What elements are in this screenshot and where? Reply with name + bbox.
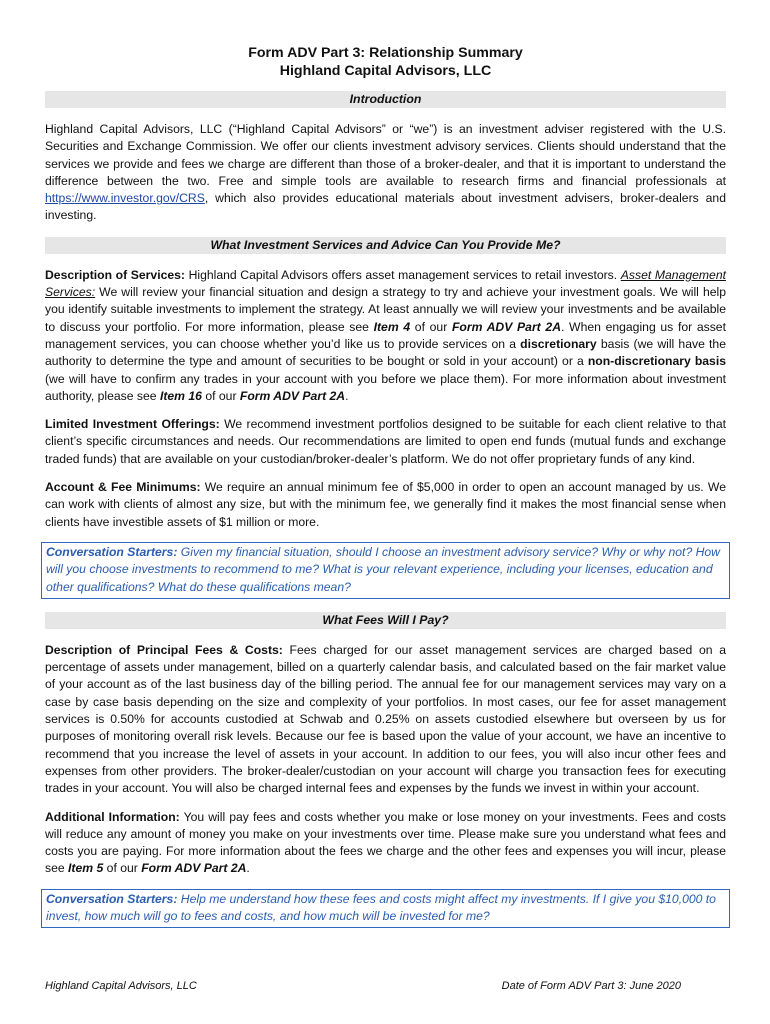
account-minimums-label: Account & Fee Minimums:: [45, 480, 201, 495]
item-5-reference: Item 5: [68, 861, 104, 876]
conversation-starters-label: Conversation Starters:: [46, 544, 178, 559]
section-heading-services: What Investment Services and Advice Can You Provide Me?: [45, 237, 726, 254]
item-4-reference: Item 4: [373, 319, 411, 334]
section-heading-fees: What Fees Will I Pay?: [45, 612, 726, 629]
principal-fees-text: Fees charged for our asset management services are charged based on a percentage of assets under management, billed on a quarterly calendar basis, and calculated based on the fair market value of your account as of the last business day of the billing period. The annual fee for our management services may vary on a case by case basis depending on the size and complexity of your portfolios. In most cases, our fee for asset management services is 0.50% for accounts custodied at Schwab and 0.25% on assets custodied elsewhere but overseen by us for purposes of monitoring overall risk levels. Because our fee is based upon the value of your account, we have an incentive to recommend that you increase the level of assets in your account. In addition to our fees, you will also incur other fees and expenses from other providers. The broker-dealer/custodian on your account will charge you transaction fees for executing trades in your account. You will also be charged internal fees and expenses by the funds we invest in within your account.: [45, 642, 726, 796]
investor-gov-link[interactable]: https://www.investor.gov/CRS: [45, 191, 205, 206]
account-minimums-text: We require an annual minimum fee of $5,000 in order to open an account managed by us. We can work with clients of almost any size, but with the minimum fee, we generally find it makes the most financial sense when clients have investible assets of $1 million or more.: [45, 480, 726, 529]
description-of-services-paragraph: [45, 267, 726, 405]
additional-information-label: Additional Information:: [45, 809, 180, 824]
description-of-services-label: Description of Services:: [45, 267, 185, 282]
form-adv-part-2a-reference: Form ADV Part 2A: [239, 388, 346, 403]
additional-information-text: You will pay fees and costs whether you make or lose money on your investments. Fees and costs will reduce any amount of money you make on your investments over time. Please make sure you understand what fees and costs you are paying. For more information about the fees we charge and the other fees and expenses you will incur, please see: [45, 809, 727, 876]
conversation-starters-text: Given my financial situation, should I choose an investment advisory service? Why or why not? How will you choose investments to recommend to me? What is your relevant experience, including your licenses, education and other qualifications? What do these qualifications mean?: [46, 544, 720, 594]
account-minimums-paragraph: [45, 479, 726, 531]
section-heading-introduction: Introduction: [45, 91, 726, 108]
services-text: We will review your financial situation and design a strategy to try and achieve your investment goals. We will help you identify suitable investments to implement the strategy. At least annually we will review your investments and be available to discuss your portfolio. For more information, please see: [45, 285, 726, 334]
footer-firm-name: Highland Capital Advisors, LLC: [45, 980, 197, 992]
form-adv-part-2a-reference: Form ADV Part 2A: [451, 319, 561, 334]
services-text: basis (we will have the authority to determine the type and amount of securities to be bought or sold in your account) or a: [45, 336, 726, 369]
principal-fees-label: Description of Principal Fees & Costs:: [45, 642, 283, 657]
form-adv-part-2a-reference: Form ADV Part 2A: [141, 861, 247, 876]
limited-offerings-paragraph: [45, 416, 726, 468]
asset-management-services-label: Asset Management Services:: [45, 267, 726, 300]
intro-text: Highland Capital Advisors, LLC (“Highland Capital Advisors” or “we”) is an investment adviser registered with the U.S. Securities and Exchange Commission. We offer our clients investment advisory services. Clients should understand that the services we provide and fees we charge are different than those of a broker-dealer, and that it is important to understand the difference between the two. Free and simple tools are available to research firms and financial professionals at: [45, 122, 726, 188]
conversation-starters-box-fees: [41, 889, 730, 929]
page-title: Form ADV Part 3: Relationship Summary: [248, 45, 523, 61]
principal-fees-paragraph: [45, 642, 726, 798]
services-text: (we will have to confirm any trades in your account with you before we place them). For more information about investment authority, please see: [45, 371, 726, 403]
limited-offerings-text: We recommend investment portfolios designed to be suitable for each client relative to that client’s specific circumstances and needs. Our recommendations are limited to open end funds (mutual funds and exchange traded funds) that are available on your custodian/broker-dealer’s platform. We do not offer proprietary funds of any kind.: [45, 417, 726, 466]
document-page: [45, 44, 726, 941]
item-16-reference: Item 16: [159, 388, 202, 403]
non-discretionary-term: non-discretionary basis: [587, 354, 726, 369]
limited-offerings-label: Limited Investment Offerings:: [45, 417, 220, 432]
additional-information-text: .: [246, 861, 250, 876]
services-text: of our: [201, 388, 240, 403]
conversation-starters-label: Conversation Starters:: [46, 891, 178, 906]
services-text: . When engaging us for asset management services, you can choose whether you’d like us to provide services on a: [45, 319, 726, 351]
services-text: of our: [410, 319, 452, 334]
conversation-starters-text: Help me understand how these fees and costs might affect my investments. If I give you $10,000 to invest, how much will go to fees and costs, and how much will be invested for me?: [46, 891, 716, 923]
additional-information-text: of our: [103, 861, 142, 876]
page-subtitle: Highland Capital Advisors, LLC: [279, 63, 492, 79]
services-text: .: [345, 388, 349, 403]
services-text: Highland Capital Advisors offers asset management services to retail investors.: [184, 267, 621, 282]
intro-text-end: , which also provides educational materials about investment advisers, broker-dealers and investing.: [45, 191, 726, 223]
discretionary-term: discretionary: [520, 336, 597, 351]
footer-form-date: Date of Form ADV Part 3: June 2020: [501, 980, 681, 992]
conversation-starters-box-services: [41, 542, 730, 599]
intro-paragraph: [45, 121, 726, 225]
additional-information-paragraph: [45, 809, 726, 878]
